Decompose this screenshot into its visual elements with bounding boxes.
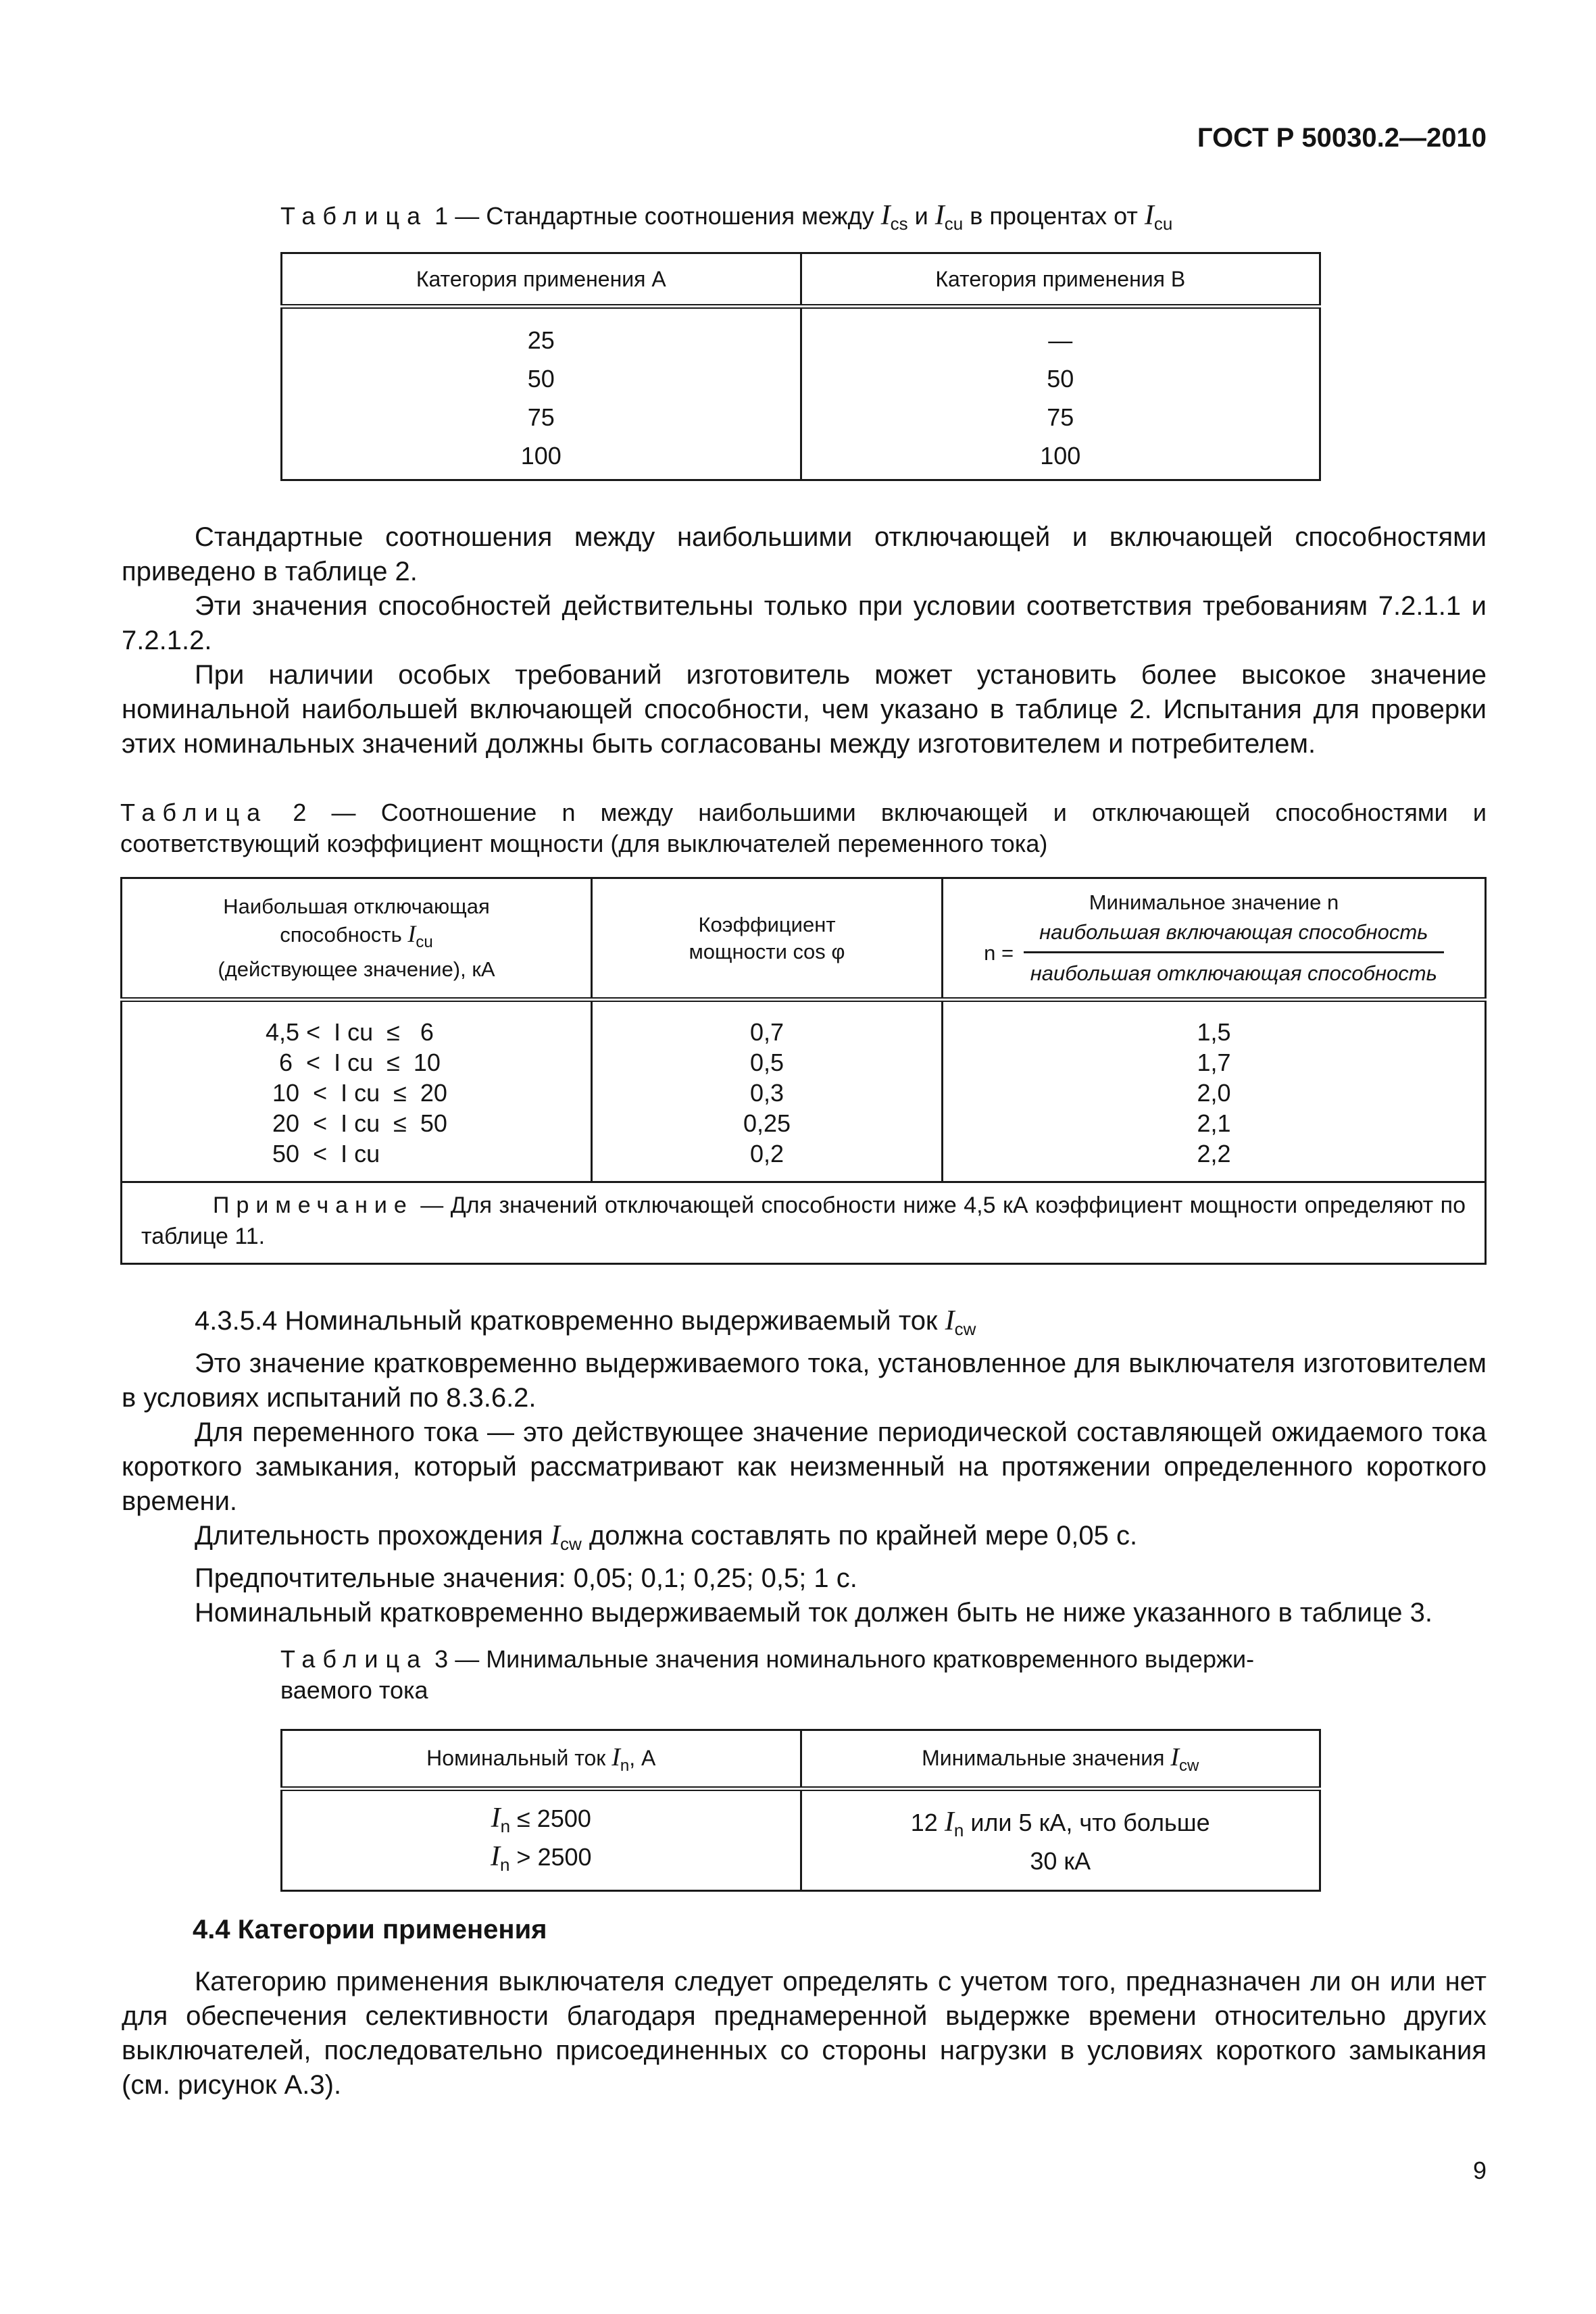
value: 2,2 [1197, 1140, 1231, 1167]
section-4354 [122, 1304, 1487, 1630]
paragraph: Эти значения способностей действительны только при условии соответствия требованиям 7.2.1.1 и 7.2.1.2. [122, 591, 1487, 655]
table-row [122, 1000, 1486, 1182]
table2-caption-prefix: Таблица [120, 799, 268, 826]
value: 2,0 [1197, 1079, 1231, 1107]
value-text: или 5 кА, что больше [964, 1809, 1210, 1836]
paragraph-text: должна составлять по крайней мере 0,05 с. [589, 1521, 1138, 1551]
document-code: ГОСТ Р 50030.2—2010 [1197, 123, 1487, 153]
table-cell: — [801, 307, 1320, 360]
current-symbol: I [880, 200, 891, 231]
capacity-ranges [266, 1017, 447, 1169]
range-line: 50 < I cu [266, 1140, 380, 1167]
table2-header-power-factor [592, 878, 943, 1000]
header-word: Номинальный ток [426, 1745, 606, 1770]
paragraph-text: Длительность прохождения [195, 1521, 543, 1551]
paragraph: Для переменного тока — это действующее значение периодической составляющей ожидаемого тока короткого замыкания, который рассматривают как неизменный на протяжении определенного короткого времени. [122, 1417, 1487, 1516]
value-text: ≤ 2500 [510, 1805, 591, 1832]
current-subscript: cw [954, 1319, 976, 1339]
paragraph: Категорию применения выключателя следует определять с учетом того, предназначен ли он или нет для обеспечения селективности благодаря преднамеренной выдержке времени относительно других выключателей, последовательно присоединенных со стороны нагрузки в условиях короткого замыкания (см. рисунок А.3). [122, 1967, 1487, 2100]
paragraph: Это значение кратковременно выдерживаемого тока, установленное для выключателя изготовителем в условиях испытаний по 8.3.6.2. [122, 1349, 1487, 1413]
section-title-text: 4.3.5.4 Номинальный кратковременно выдерживаемый ток [195, 1306, 938, 1336]
paragraph-block-1 [122, 520, 1487, 761]
current-symbol: I [944, 1807, 954, 1838]
value: 0,25 [743, 1109, 791, 1137]
table1-header-b: Категория применения B [801, 253, 1320, 307]
table1-caption-text: 1 — Стандартные соотношения между [434, 202, 874, 230]
current-subscript: n [499, 1855, 510, 1875]
table3-header-rated-current [282, 1730, 801, 1789]
paragraph: Предпочтительные значения: 0,05; 0,1; 0,25; 0,5; 1 с. [195, 1563, 857, 1593]
current-symbol: I [550, 1520, 560, 1551]
page-number: 9 [1472, 2157, 1487, 2184]
current-subscript: cu [944, 213, 964, 234]
table3-header-min-icw [801, 1730, 1320, 1789]
value [282, 1842, 800, 1880]
current-subscript: cw [559, 1534, 582, 1554]
table-row [122, 1182, 1486, 1264]
header-line: (действующее значение), кА [218, 957, 495, 981]
n-formula [943, 919, 1485, 987]
section-44-heading: 4.4 Категории применения [193, 1915, 547, 1944]
table-row [282, 359, 1320, 398]
current-symbol: I [490, 1841, 500, 1872]
table-cell: 25 [282, 307, 801, 360]
table-row [282, 307, 1320, 360]
table-row [282, 398, 1320, 436]
header-line [122, 920, 591, 956]
value: 2,1 [1197, 1109, 1231, 1137]
table1-caption-prefix: Таблица [280, 202, 428, 230]
value [282, 1803, 800, 1842]
value-text: 12 [910, 1809, 938, 1836]
current-subscript: cu [416, 933, 433, 951]
paragraph: Номинальный кратковременно выдерживаемый ток должен быть не ниже указанного в таблице 3. [195, 1598, 1433, 1628]
range-line: 10 < I cu ≤ 20 [266, 1079, 447, 1107]
current-subscript: n [953, 1820, 964, 1840]
table2-col-capacity [122, 1000, 592, 1182]
current-subscript: cw [1179, 1756, 1199, 1775]
caption-word: и [914, 202, 928, 230]
value: 1,7 [1197, 1049, 1231, 1076]
formula-fraction [1024, 919, 1444, 987]
current-subscript: n [620, 1756, 630, 1775]
note-prefix: Примечание [213, 1192, 414, 1218]
table1 [280, 252, 1321, 481]
section-44 [122, 1965, 1487, 2103]
value [802, 1807, 1320, 1846]
header-line: Минимальное значение n [1089, 890, 1339, 914]
table1-header-a: Категория применения A [282, 253, 801, 307]
header-line: Коэффициент [698, 912, 836, 936]
caption-line [280, 1644, 1321, 1675]
section-title [122, 1304, 1487, 1347]
range-line: 6 < I cu ≤ 10 [266, 1049, 441, 1076]
range-line: 20 < I cu ≤ 50 [266, 1109, 447, 1137]
value: 30 кА [1030, 1847, 1091, 1875]
table2-caption-text: 2 — Соотношение n между наибольшими включающей и отключающей способностями и соответствующий коэффициент мощности (для выключателей переменного тока) [120, 799, 1487, 857]
current-subscript: cs [890, 213, 908, 234]
table3 [280, 1729, 1321, 1892]
header-word: способность [280, 923, 402, 947]
table-row [282, 1789, 1320, 1891]
current-symbol: I [612, 1742, 620, 1771]
table-cell: 50 [801, 359, 1320, 398]
table-row [282, 436, 1320, 480]
table1-caption [280, 200, 1172, 239]
value: 0,7 [749, 1018, 784, 1046]
table3-caption [280, 1644, 1321, 1706]
table3-caption-text: 3 — Минимальные значения номинального кратковременного выдержи- [434, 1645, 1255, 1673]
value: 0,2 [749, 1140, 784, 1167]
current-subscript: cu [1153, 213, 1173, 234]
formula-lhs: n = [984, 940, 1014, 965]
table2-caption [120, 797, 1487, 859]
current-symbol: I [491, 1803, 501, 1834]
value-text: > 2500 [509, 1843, 592, 1871]
note-text: — Для значений отключающей способности ниже 4,5 кА коэффициент мощности определяют по таблице 11. [141, 1192, 1466, 1249]
header-line: Наибольшая отключающая [223, 895, 490, 918]
caption-line: ваемого тока [280, 1676, 428, 1704]
table-cell: 100 [801, 436, 1320, 480]
current-symbol: I [945, 1305, 955, 1336]
caption-word: в процентах от [970, 202, 1138, 230]
paragraph [122, 1519, 1487, 1561]
table-cell: 100 [282, 436, 801, 480]
header-line: мощности cos φ [689, 939, 845, 963]
fraction-denominator: наибольшая отключающая способность [1030, 961, 1437, 985]
paragraph: При наличии особых требований изготовитель может установить более высокое значение номинальной наибольшей включающей способности, чем указано в таблице 2. Испытания для проверки этих номинальных значений должны быть согласованы между изготовителем и потребителем. [122, 660, 1487, 759]
table-cell [801, 1789, 1320, 1891]
table3-caption-prefix: Таблица [280, 1645, 428, 1673]
paragraph: Стандартные соотношения между наибольшими отключающей и включающей способностями приведено в таблице 2. [122, 522, 1487, 586]
table2-note [122, 1182, 1486, 1264]
table2-header-min-n [943, 878, 1486, 1000]
current-symbol: I [1170, 1742, 1180, 1771]
current-symbol: I [1144, 200, 1154, 231]
table-cell: 75 [282, 398, 801, 436]
table2-col-n [943, 1000, 1486, 1182]
header-unit: , А [629, 1745, 656, 1770]
current-symbol: I [407, 920, 416, 947]
value: 0,5 [749, 1049, 784, 1076]
table2 [120, 877, 1487, 1265]
range-line: 4,5 < I cu ≤ 6 [266, 1018, 434, 1046]
current-symbol: I [934, 200, 945, 231]
table2-header-breaking-capacity [122, 878, 592, 1000]
table-cell [282, 1789, 801, 1891]
value: 1,5 [1197, 1018, 1231, 1046]
value: 0,3 [749, 1079, 784, 1107]
header-word: Минимальные значения [922, 1745, 1165, 1770]
table-cell: 50 [282, 359, 801, 398]
table2-col-powerfactor [592, 1000, 943, 1182]
table-cell: 75 [801, 398, 1320, 436]
current-subscript: n [500, 1816, 511, 1836]
fraction-numerator: наибольшая включающая способность [1024, 919, 1444, 953]
